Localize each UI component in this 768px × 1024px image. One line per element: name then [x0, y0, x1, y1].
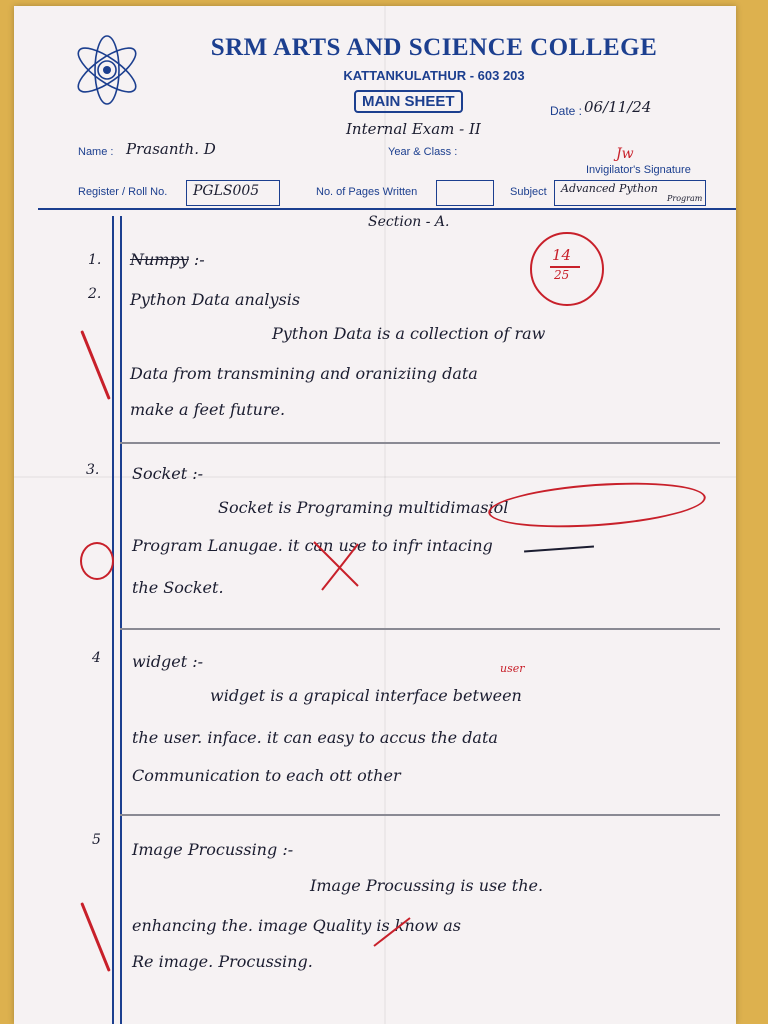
question-number: 2. — [88, 286, 102, 302]
answer-sheet — [14, 6, 736, 1024]
answer-line: Program Lanugae. it can use to infr intacing — [132, 536, 493, 555]
register-value: PGLS005 — [193, 183, 260, 199]
score-obtained: 14 — [552, 246, 572, 264]
answer-heading: Python Data analysis — [130, 290, 301, 309]
subject-label: Subject — [510, 186, 547, 198]
date-label: Date : — [550, 104, 583, 118]
year-class-label: Year & Class : — [388, 146, 458, 158]
college-location: KATTANKULATHUR - 603 203 — [343, 68, 525, 83]
answer-heading: widget :- — [132, 652, 204, 671]
fold-crease-horizontal — [14, 476, 736, 478]
invigilator-label: Invigilator's Signature — [586, 164, 691, 176]
invigilator-signature: Jw — [616, 146, 634, 162]
question-number: 3. — [86, 462, 100, 478]
question-number: 1. — [88, 252, 102, 268]
grader-check-mark — [370, 912, 414, 952]
answer-line: Python Data is a collection of raw — [272, 324, 546, 343]
answer-line: widget is a grapical interface between — [210, 686, 522, 705]
pages-label: No. of Pages Written — [316, 186, 418, 198]
grader-circle-mark — [487, 476, 707, 533]
answer-line: Re image. Procussing. — [132, 952, 313, 971]
grader-tick — [80, 902, 111, 972]
answer-line: make a feet future. — [130, 400, 286, 419]
inserted-word: user — [500, 662, 525, 675]
date-value: 06/11/24 — [584, 98, 652, 116]
answer-line: the Socket. — [132, 578, 224, 597]
section-title: Section - A. — [368, 214, 450, 230]
answer-divider — [120, 442, 720, 444]
answer-heading: Socket :- — [132, 464, 204, 483]
answer-line: the user. inface. it can easy to accus the data — [132, 728, 498, 747]
name-value: Prasanth. D — [126, 140, 216, 158]
score-total: 25 — [554, 268, 570, 282]
exam-name: Internal Exam - II — [346, 120, 481, 138]
answer-line: Data from transmining and oraniziing data — [130, 364, 478, 383]
grader-cross-mark — [308, 536, 368, 596]
answer-line: Socket is Programing multidimasiol — [218, 498, 509, 517]
answer-line: enhancing the. image Quality is know as — [132, 916, 461, 935]
question-number: 5 — [92, 832, 101, 848]
register-label: Register / Roll No. — [78, 186, 168, 198]
question-number: 4 — [92, 650, 101, 666]
header-rule — [38, 208, 736, 210]
college-name: SRM ARTS AND SCIENCE COLLEGE — [210, 34, 658, 61]
pages-field — [436, 180, 494, 206]
grader-zero-mark — [80, 542, 114, 580]
answer-heading: Image Procussing :- — [132, 840, 294, 859]
margin-line-inner — [120, 216, 122, 1024]
answer-line: Image Procussing is use the. — [310, 876, 544, 895]
name-label: Name : — [78, 146, 114, 158]
struck-heading: Numpy — [130, 250, 189, 269]
strike-mark — [524, 546, 594, 552]
college-logo — [68, 30, 146, 110]
register-field — [186, 180, 280, 206]
answer-line: Communication to each ott other — [132, 766, 401, 785]
subject-field — [554, 180, 706, 206]
subject-value-1: Advanced Python — [561, 182, 658, 195]
heading-suffix: :- — [193, 250, 205, 269]
margin-line — [112, 216, 114, 1024]
answer-divider — [120, 814, 720, 816]
grader-tick — [80, 330, 111, 400]
main-sheet-label: MAIN SHEET — [354, 90, 463, 113]
answer-heading — [130, 250, 205, 269]
answer-divider — [120, 628, 720, 630]
subject-value-2: Program — [667, 194, 703, 203]
